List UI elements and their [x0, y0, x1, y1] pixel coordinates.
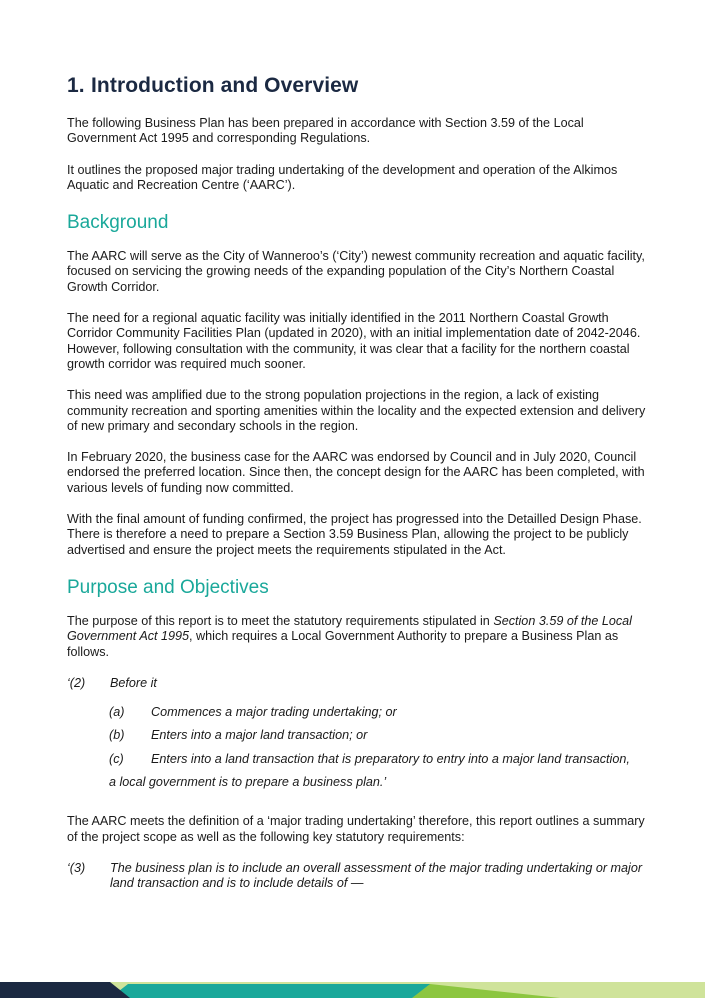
sub-text: Enters into a land transaction that is preparatory to entry into a major land transaction, — [151, 751, 630, 766]
purpose-heading: Purpose and Objectives — [67, 576, 269, 598]
document-page — [67, 70, 647, 906]
quote-clause-2 — [67, 676, 647, 691]
intro-paragraph: The following Business Plan has been prepared in accordance with Section 3.59 of the Local Government Act 1995 and corresponding Regulations. — [67, 116, 584, 146]
background-paragraph: In February 2020, the business case for the AARC was endorsed by Council and in July 2020, Council endorsed the preferred location. Since then, the concept design for the AARC has been completed, with various levels of funding now committed. — [67, 450, 645, 495]
clause-mark: ‘(2) — [67, 675, 86, 690]
clause-closing: a local government is to prepare a business plan.’ — [109, 775, 387, 790]
sub-mark: (c) — [109, 751, 124, 766]
sub-mark: (b) — [109, 728, 125, 743]
background-paragraph: This need was amplified due to the strong population projections in the region, a lack of existing community recreation and sporting amenities within the locality and the expected extension and delivery of new primary and secondary schools in the region. — [67, 388, 646, 433]
act-reference: Section 3.59 of the Local Government Act 1995 — [67, 613, 632, 644]
sub-mark: (a) — [109, 705, 125, 720]
background-paragraph: The AARC will serve as the City of Wanneroo’s (‘City’) newest community recreation and aquatic facility, focused on servicing the growing needs of the expanding population of the City’s Northern Coastal Growth Corridor. — [67, 249, 645, 294]
purpose-intro-text-end: , which requires a Local Government Authority to prepare a Business Plan as follows. — [67, 629, 619, 659]
quote-clause-3 — [67, 861, 647, 892]
background-paragraph: With the final amount of funding confirmed, the project has progressed into the Detailled Design Phase. There is therefore a need to prepare a Section 3.59 Business Plan, allowing the project to be publicly advertised and ensure the project meets the requirements stipulated in the Act. — [67, 512, 642, 557]
definition-paragraph: The AARC meets the definition of a ‘major trading undertaking’ therefore, this report outlines a summary of the project scope as well as the following key statutory requirements: — [67, 814, 645, 844]
clause-text: The business plan is to include an overall assessment of the major trading undertaking or major land transaction and is to include details of — — [110, 860, 643, 891]
background-heading: Background — [67, 212, 169, 234]
section-title: Introduction and Overview — [91, 74, 359, 97]
clause-mark: ‘(3) — [67, 860, 86, 875]
list-item — [109, 752, 647, 767]
intro-paragraph: It outlines the proposed major trading undertaking of the development and operation of the Alkimos Aquatic and Recreation Centre (‘AARC’). — [67, 162, 618, 192]
list-item — [109, 705, 647, 720]
section-number: 1. — [67, 74, 85, 97]
purpose-intro — [67, 614, 647, 660]
page-title — [67, 70, 647, 102]
background-paragraph: The need for a regional aquatic facility was initially identified in the 2011 Northern Coastal Growth Corridor Community Facilities Plan (updated in 2020), with an initial implementation date of 2042-2046. However, following consultation with the community, it was clear that a facility for the northern coastal growth corridor was required much sooner. — [67, 311, 641, 371]
clause-sub-list — [109, 705, 647, 767]
list-item — [109, 728, 647, 743]
footer-color-band — [0, 982, 705, 998]
clause-text: Before it — [110, 675, 157, 690]
purpose-intro-text: The purpose of this report is to meet the statutory requirements stipulated in — [67, 613, 494, 628]
sub-text: Commences a major trading undertaking; or — [151, 705, 397, 720]
footer-band-navy — [0, 982, 130, 998]
footer-band-teal — [110, 984, 430, 998]
sub-text: Enters into a major land transaction; or — [151, 728, 368, 743]
